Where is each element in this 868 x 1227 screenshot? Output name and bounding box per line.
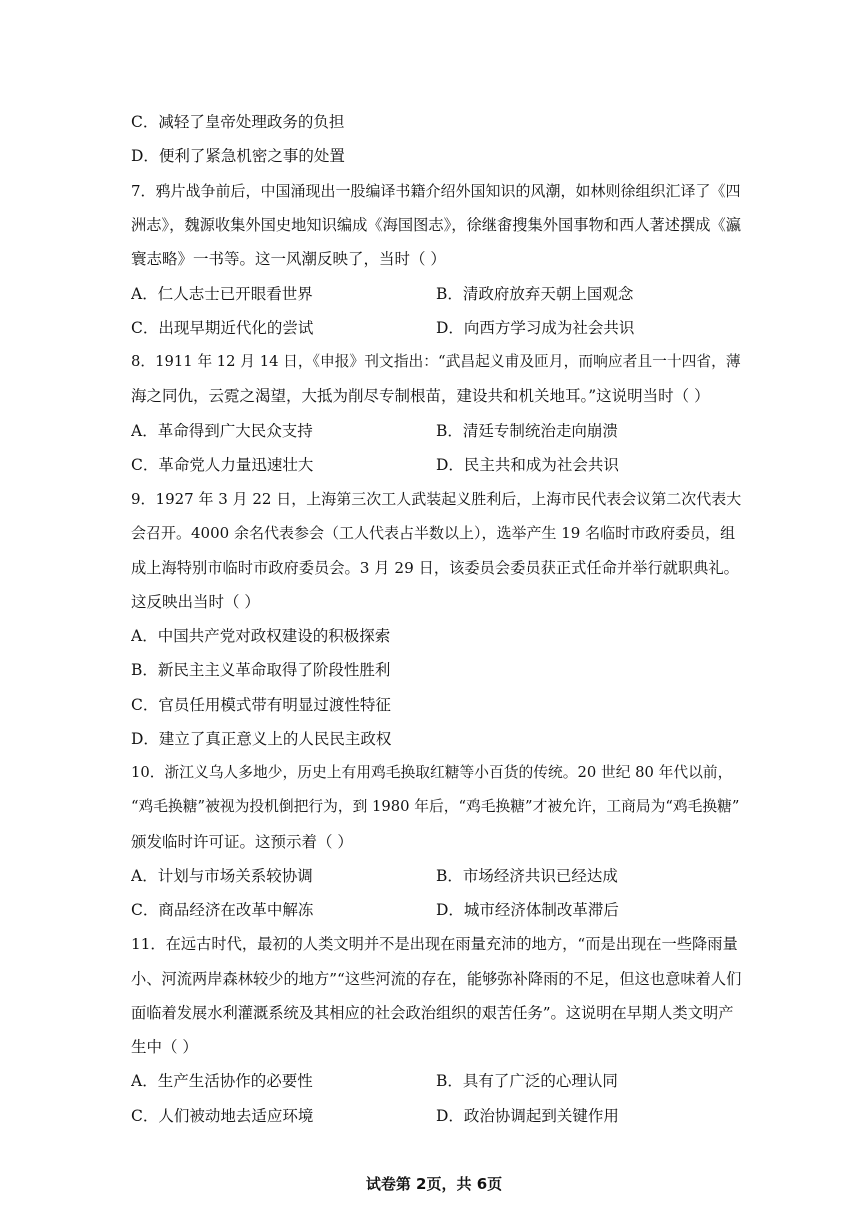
q7-option-a: A．仁人志士已开眼看世界 <box>131 285 313 303</box>
q9-option-d: D．建立了真正意义上的人民民主政权 <box>131 730 392 748</box>
q10-stem-line-1: 10．浙江义乌人多地少，历史上有用鸡毛换取红糖等小百货的传统。20 世纪 80 年代以前， <box>131 764 733 781</box>
q8-option-c: C．革命党人力量迅速壮大 <box>131 456 314 474</box>
q8-option-d: D．民主共和成为社会共识 <box>436 456 619 474</box>
q8-stem-line-2: 海之同仇，云霓之渴望，大抵为削尽专制根苗，建设共和机关地耳。”这说明当时（ ） <box>131 387 710 405</box>
q10-option-c: C．商品经济在改革中解冻 <box>131 901 314 919</box>
q9-option-c: C．官员任用模式带有明显过渡性特征 <box>131 696 391 714</box>
page-footer: 试卷第 2页，共 6页 <box>365 1175 503 1193</box>
q9-stem-line-1: 9．1927 年 3 月 22 日，上海第三次工人武装起义胜利后，上海市民代表会议第二次代表大 <box>131 490 741 508</box>
q9-option-a: A．中国共产党对政权建设的积极探索 <box>131 627 391 645</box>
q10-option-d: D．城市经济体制改革滞后 <box>436 901 619 919</box>
q11-option-d: D．政治协调起到关键作用 <box>436 1107 619 1125</box>
q11-option-a: A．生产生活协作的必要性 <box>131 1072 313 1090</box>
q10-option-a: A．计划与市场关系较协调 <box>131 867 313 885</box>
q11-stem-line-3: 面临着发展水利灌溉系统及其相应的社会政治组织的艰苦任务”。这说明在早期人类文明产 <box>131 1004 734 1022</box>
q9-option-b: B．新民主主义革命取得了阶段性胜利 <box>131 661 391 679</box>
q11-stem-line-1: 11．在远古时代，最初的人类文明并不是出现在雨量充沛的地方，“而是出现在一些降雨量 <box>131 935 738 953</box>
q11-stem-line-2: 小、河流两岸森林较少的地方”“这些河流的存在，能够弥补降雨的不足，但这也意味着人们 <box>131 970 741 988</box>
q7-option-b: B．清政府放弃天朝上国观念 <box>436 285 634 303</box>
q6-option-c: C．减轻了皇帝处理政务的负担 <box>131 113 345 131</box>
q7-option-d: D．向西方学习成为社会共识 <box>436 319 635 337</box>
q10-stem-line-2: “鸡毛换糖”被视为投机倒把行为，到 1980 年后，“鸡毛换糖”才被允许，工商局为“鸡毛换糖” <box>131 798 740 815</box>
q10-option-b: B．市场经济共识已经达成 <box>436 867 618 885</box>
q10-stem-line-3: 颁发临时许可证。这预示着（ ） <box>131 833 353 851</box>
q8-option-b: B．清廷专制统治走向崩溃 <box>436 422 618 440</box>
q8-option-a: A．革命得到广大民众支持 <box>131 422 313 440</box>
q11-stem-line-4: 生中（ ） <box>131 1038 198 1056</box>
q6-option-d: D．便利了紧急机密之事的处置 <box>131 147 345 165</box>
q7-stem-line-1: 7．鸦片战争前后，中国涌现出一股编译书籍介绍外国知识的风潮，如林则徐组织汇译了《四 <box>131 182 741 200</box>
q11-option-c: C．人们被动地去适应环境 <box>131 1107 314 1125</box>
q9-stem-line-2: 会召开。4000 余名代表参会（工人代表占半数以上），选举产生 19 名临时市政府委员，组 <box>131 524 736 542</box>
q7-stem-line-2: 洲志》，魏源收集外国史地知识编成《海国图志》，徐继畬搜集外国事物和西人著述撰成《瀛 <box>131 216 741 234</box>
q7-option-c: C．出现早期近代化的尝试 <box>131 319 314 337</box>
q8-stem-line-1: 8．1911 年 12 月 14 日，《申报》刊文指出：“武昌起义甫及匝月，而响应者且一十四省，薄 <box>131 353 741 370</box>
q9-stem-line-4: 这反映出当时（ ） <box>131 593 260 611</box>
q9-stem-line-3: 成上海特别市临时市政府委员会。3 月 29 日，该委员会委员获正式任命并举行就职典礼。 <box>131 559 739 577</box>
q7-stem-line-3: 寰志略》一书等。这一风潮反映了，当时（ ） <box>131 250 446 268</box>
q11-option-b: B．具有了广泛的心理认同 <box>436 1072 618 1090</box>
